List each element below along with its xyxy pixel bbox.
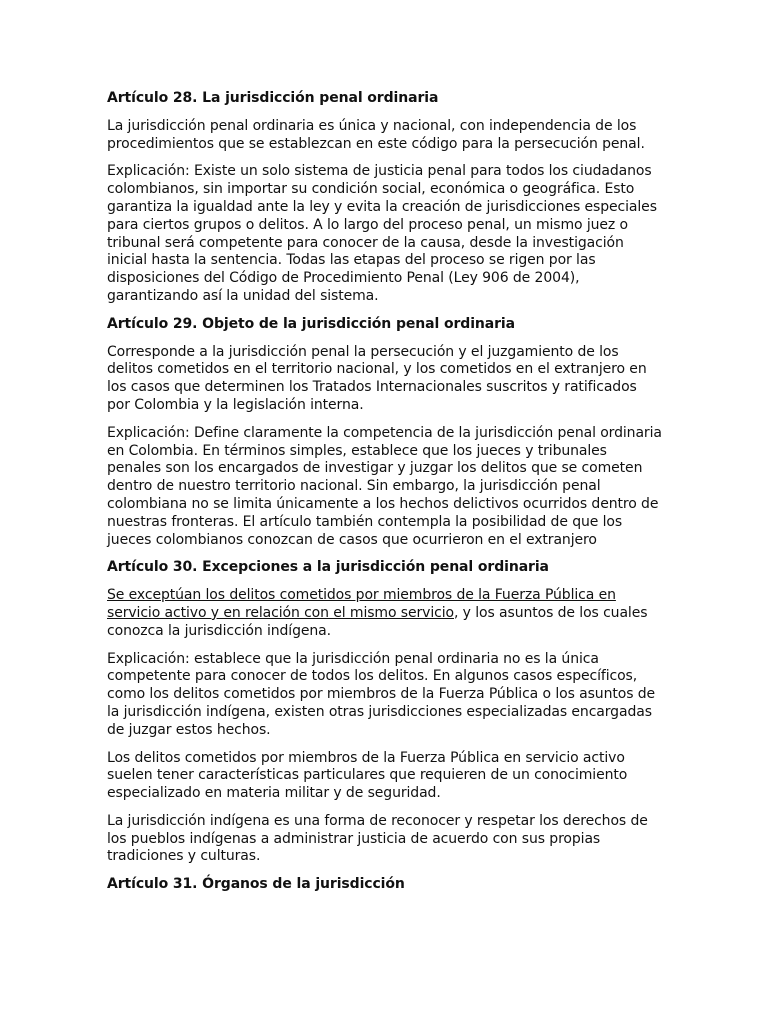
underlined-text: Se exceptúan los delitos cometidos por miembros de la Fuerza Pública en servicio activo y en relación con el mismo servicio <box>107 587 616 621</box>
heading-article-31: Artículo 31. Órganos de la jurisdicción <box>107 876 405 893</box>
paragraph: Corresponde a la jurisdicción penal la persecución y el juzgamiento de los delitos cometidos en el territorio nacional, y los cometidos en el extranjero en los casos que determinen los Tratados Internacionales suscritos y ratificados por Colombia y la legislación interna. <box>107 343 647 413</box>
heading-article-29: Artículo 29. Objeto de la jurisdicción penal ordinaria <box>107 315 515 332</box>
paragraph: Explicación: Existe un solo sistema de justicia penal para todos los ciudadanos colombianos, sin importar su condición social, económica o geográfica. Esto garantiza la igualdad ante la ley y evita la creación de jurisdicciones especiales para ciertos grupos o delitos. A lo largo del proceso penal, un mismo juez o tribunal será competente para conocer de la causa, desde la investigación inicial hasta la sentencia. Todas las etapas del proceso se rigen por las disposiciones del Código de Procedimiento Penal (Ley 906 de 2004), garantizando así la unidad del sistema. <box>107 163 657 304</box>
heading-article-28: Artículo 28. La jurisdicción penal ordinaria <box>107 90 439 106</box>
paragraph: La jurisdicción penal ordinaria es única y nacional, con independencia de los procedimientos que se establezcan en este código para la persecución penal. <box>107 117 645 152</box>
paragraph: Explicación: Define claramente la competencia de la jurisdicción penal ordinaria en Colombia. En términos simples, establece que los jueces y tribunales penales son los encargados de investigar y juzgar los delitos que se cometen dentro de nuestro territorio nacional. Sin embargo, la jurisdicción penal colombiana no se limita únicamente a los hechos delictivos ocurridos dentro de nuestras fronteras. El artículo también contempla la posibilidad de que los jueces colombianos conozcan de casos que ocurrieron en el extranjero <box>107 424 662 548</box>
document-body <box>107 90 662 894</box>
paragraph-text: , y los asuntos de los cuales conozca la jurisdicción indígena. <box>107 604 648 639</box>
paragraph-exception <box>107 587 662 640</box>
heading-article-30: Artículo 30. Excepciones a la jurisdicción penal ordinaria <box>107 559 549 576</box>
paragraph: La jurisdicción indígena es una forma de reconocer y respetar los derechos de los pueblos indígenas a administrar justicia de acuerdo con sus propias tradiciones y culturas. <box>107 812 648 865</box>
paragraph: Los delitos cometidos por miembros de la Fuerza Pública en servicio activo suelen tener características particulares que requieren de un conocimiento especializado en materia militar y de seguridad. <box>107 749 628 802</box>
paragraph: Explicación: establece que la jurisdicción penal ordinaria no es la única competente para conocer de todos los delitos. En algunos casos específicos, como los delitos cometidos por miembros de la Fuerza Pública o los asuntos de la jurisdicción indígena, existen otras jurisdicciones especializadas encargadas de juzgar estos hechos. <box>107 650 656 738</box>
